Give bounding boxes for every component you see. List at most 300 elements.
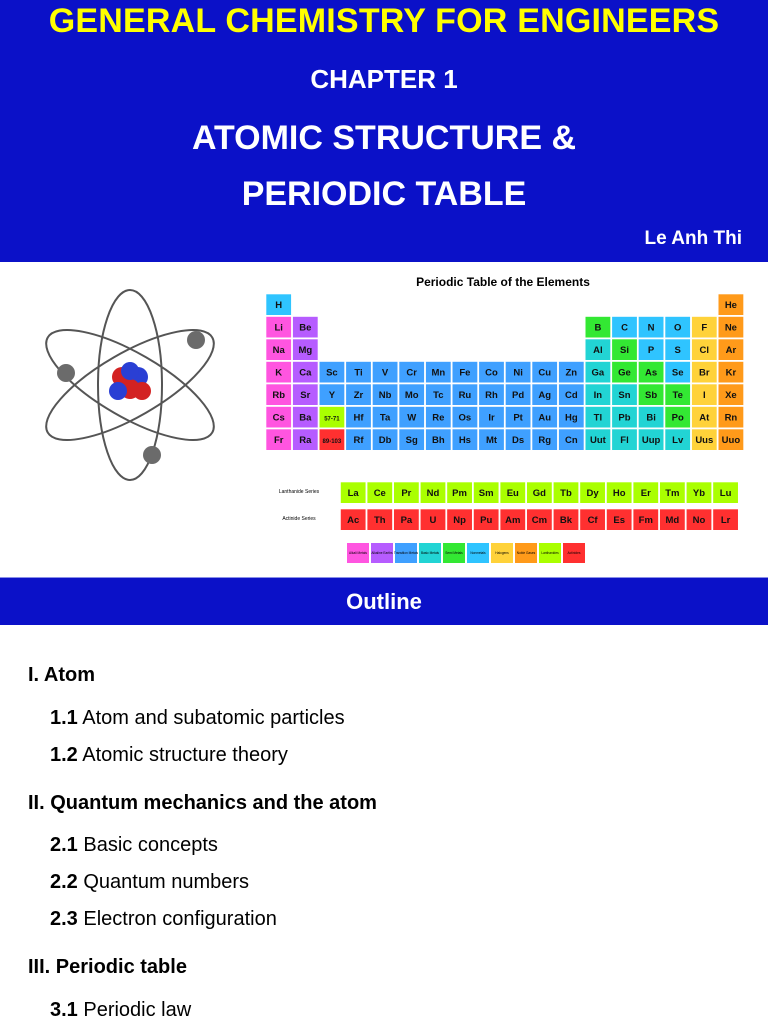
chapter-title-line-1: ATOMIC STRUCTURE & [191, 119, 577, 157]
element-symbol: Gd [532, 487, 546, 499]
element-symbol: Cl [699, 344, 710, 356]
element-cell [692, 362, 717, 383]
author-name: Le Anh Thi [644, 228, 742, 249]
element-cell [266, 339, 291, 360]
element-cell [718, 317, 743, 338]
element-cell [612, 384, 637, 405]
element-symbol: Sg [405, 434, 418, 446]
element-symbol: Sr [300, 389, 311, 401]
element-symbol: Cf [587, 514, 598, 526]
electron [57, 364, 75, 382]
legend-swatch [394, 543, 419, 563]
element-cell [665, 339, 690, 360]
element-cell [420, 482, 445, 503]
element-symbol: Uuo [721, 434, 741, 446]
element-cell [553, 509, 578, 530]
element-cell [585, 317, 610, 338]
element-symbol: He [724, 299, 737, 311]
element-cell [479, 384, 504, 405]
element-cell [500, 482, 525, 503]
outline-subsection [50, 871, 249, 894]
outline-text: Basic concepts [77, 834, 218, 856]
element-cell [638, 384, 663, 405]
element-symbol: Np [453, 514, 466, 526]
lanthanide-series-label: Lanthanide Series [278, 489, 320, 495]
electron [187, 331, 205, 349]
element-cell [452, 407, 477, 428]
element-symbol: Cu [538, 367, 552, 379]
element-symbol: Ac [347, 514, 360, 526]
element-symbol: Pa [400, 514, 413, 526]
element-symbol: Uus [695, 434, 714, 446]
outline-subsection [50, 744, 288, 767]
element-cell [452, 384, 477, 405]
element-symbol: Y [328, 389, 336, 401]
element-symbol: Sn [618, 389, 631, 401]
periodic-table-title: Periodic Table of the Elements [416, 275, 590, 289]
element-cell [692, 429, 717, 450]
element-cell [638, 429, 663, 450]
element-cell [293, 429, 318, 450]
legend-swatch [515, 543, 537, 563]
element-symbol: Be [299, 322, 312, 334]
outline-subsection [50, 999, 191, 1022]
element-symbol: Hs [458, 434, 471, 446]
element-cell [660, 482, 685, 503]
element-symbol: Eu [506, 487, 519, 499]
element-cell [293, 317, 318, 338]
element-symbol: Lr [720, 514, 731, 526]
element-cell [665, 317, 690, 338]
outline-number: 2.1 [50, 834, 78, 856]
element-symbol: Fr [273, 434, 284, 446]
element-cell [500, 509, 525, 530]
element-symbol: Tc [433, 389, 444, 401]
element-cell [692, 384, 717, 405]
element-symbol: Dy [586, 487, 599, 499]
element-symbol: Pm [452, 487, 467, 499]
legend-label: Noble Gases [516, 551, 536, 555]
element-symbol: Bk [559, 514, 573, 526]
element-cell [686, 482, 711, 503]
element-cell [319, 407, 344, 428]
element-cell [473, 509, 498, 530]
element-cell [665, 384, 690, 405]
element-symbol: Mn [431, 367, 446, 379]
element-symbol: O [674, 322, 682, 334]
element-cell [293, 339, 318, 360]
chapter-title-line-2: PERIODIC TABLE [241, 175, 527, 213]
legend-label: Lanthanides [541, 551, 559, 555]
element-cell [399, 429, 424, 450]
element-symbol: Ir [488, 412, 495, 424]
element-cell [399, 384, 424, 405]
element-symbol: Sc [326, 367, 338, 379]
element-symbol: Si [620, 344, 629, 356]
element-symbol: Cn [564, 434, 578, 446]
element-cell [532, 407, 557, 428]
element-symbol: Kr [725, 367, 737, 379]
element-cell [612, 362, 637, 383]
element-cell [505, 384, 530, 405]
element-cell [426, 362, 451, 383]
outline-text: Quantum numbers [77, 871, 250, 893]
element-symbol: Pd [512, 389, 525, 401]
outline-text: Atomic structure theory [77, 744, 288, 766]
element-cell [372, 384, 397, 405]
element-symbol: Mo [404, 389, 419, 401]
element-cell [718, 407, 743, 428]
element-cell [532, 362, 557, 383]
element-cell [559, 407, 584, 428]
legend-swatch [371, 543, 393, 563]
element-cell [452, 429, 477, 450]
element-symbol: Rh [485, 389, 498, 401]
element-cell [553, 482, 578, 503]
element-cell [580, 509, 605, 530]
element-symbol: Ds [512, 434, 525, 446]
outline-text: Atom and subatomic particles [77, 707, 345, 729]
outline-subsection [50, 908, 277, 931]
legend-label: Alkali Metals [349, 551, 367, 555]
element-cell [692, 317, 717, 338]
element-symbol: Xe [725, 389, 737, 401]
element-symbol: S [674, 344, 681, 356]
legend-swatch [539, 543, 561, 563]
element-symbol: Pt [513, 412, 523, 424]
element-cell [452, 362, 477, 383]
element-symbol: Tb [560, 487, 572, 499]
element-symbol: Os [458, 412, 472, 424]
element-cell [372, 407, 397, 428]
element-symbol: Ce [373, 487, 386, 499]
element-cell [692, 407, 717, 428]
element-cell [293, 407, 318, 428]
element-symbol: Fm [638, 514, 653, 526]
element-symbol: Db [378, 434, 392, 446]
element-symbol: La [347, 487, 359, 499]
outline-section [28, 956, 187, 979]
element-cell [532, 384, 557, 405]
element-symbol: Uut [589, 434, 606, 446]
element-symbol: K [275, 367, 283, 379]
course-title: GENERAL CHEMISTRY FOR ENGINEERS [48, 2, 720, 40]
element-symbol: Pr [401, 487, 412, 499]
element-symbol: Mt [485, 434, 498, 446]
element-cell [266, 294, 291, 315]
element-symbol: Ar [725, 344, 737, 356]
element-symbol: I [702, 389, 706, 401]
element-cell [394, 509, 419, 530]
element-cell [660, 509, 685, 530]
element-cell [447, 482, 472, 503]
outline-text: Electron configuration [77, 908, 277, 930]
element-cell [532, 429, 557, 450]
element-cell [505, 429, 530, 450]
element-cell [718, 362, 743, 383]
element-symbol: Ho [612, 487, 626, 499]
element-cell [665, 362, 690, 383]
outline-text: Periodic law [77, 999, 192, 1021]
legend-swatch [443, 543, 465, 563]
element-symbol: U [429, 514, 437, 526]
element-symbol: Ca [299, 367, 312, 379]
element-cell [559, 429, 584, 450]
element-cell [319, 362, 344, 383]
element-cell [346, 362, 371, 383]
element-symbol: Zr [353, 389, 364, 401]
element-symbol: Nd [426, 487, 440, 499]
outline-subsection [50, 707, 345, 730]
element-symbol: Fe [459, 367, 471, 379]
outline-number: 3.1 [50, 999, 78, 1021]
outline-list [0, 624, 768, 1024]
element-cell [665, 429, 690, 450]
legend-label: Transition Metals [393, 551, 419, 555]
nucleus [109, 362, 151, 400]
element-cell [665, 407, 690, 428]
legend-label: Alkaline Earths [371, 551, 393, 555]
outline-number: 1.1 [50, 707, 78, 729]
element-symbol: Pu [480, 514, 493, 526]
element-cell [612, 339, 637, 360]
element-symbol: H [275, 299, 283, 311]
element-cell [479, 407, 504, 428]
element-cell [612, 429, 637, 450]
element-cell [426, 429, 451, 450]
element-cell [346, 429, 371, 450]
element-cell [612, 407, 637, 428]
element-symbol: Zn [565, 367, 578, 379]
element-cell [638, 362, 663, 383]
element-symbol: Au [538, 412, 552, 424]
element-symbol: Co [485, 367, 498, 379]
element-cell [479, 362, 504, 383]
element-cell [633, 509, 658, 530]
element-symbol: Al [593, 344, 603, 356]
actinide-series-label: Actinide Series [282, 516, 316, 522]
element-cell [399, 407, 424, 428]
outline-number: 1.2 [50, 744, 78, 766]
outline-text: III. Periodic table [28, 956, 187, 978]
element-cell [505, 362, 530, 383]
element-symbol: 57-71 [324, 416, 340, 423]
element-cell [633, 482, 658, 503]
element-symbol: V [381, 367, 389, 379]
element-cell [293, 384, 318, 405]
element-symbol: Tl [593, 412, 603, 424]
element-cell [585, 407, 610, 428]
element-symbol: 89-103 [322, 438, 342, 445]
element-symbol: Te [672, 389, 683, 401]
element-symbol: Hf [353, 412, 364, 424]
element-symbol: Hg [564, 412, 578, 424]
element-symbol: C [621, 322, 628, 334]
element-symbol: Lu [719, 487, 732, 499]
element-cell [686, 509, 711, 530]
legend-swatch [491, 543, 513, 563]
element-symbol: Cr [406, 367, 417, 379]
element-symbol: Cm [531, 514, 548, 526]
element-cell [266, 384, 291, 405]
element-symbol: Bi [646, 412, 656, 424]
element-symbol: Na [272, 344, 285, 356]
element-symbol: Es [613, 514, 625, 526]
outline-section [28, 664, 95, 687]
element-symbol: Cd [564, 389, 578, 401]
legend-label: Semi Metals [445, 551, 463, 555]
element-symbol: Lv [672, 434, 684, 446]
element-symbol: Uup [641, 434, 661, 446]
element-cell [585, 384, 610, 405]
element-cell [638, 407, 663, 428]
element-cell [718, 294, 743, 315]
element-symbol: Br [699, 367, 710, 379]
chapter-label: CHAPTER 1 [310, 64, 458, 94]
element-symbol: Tm [665, 487, 680, 499]
element-cell [713, 482, 738, 503]
element-cell [266, 362, 291, 383]
outline-text: II. Quantum mechanics and the atom [28, 792, 377, 814]
element-cell [718, 384, 743, 405]
element-symbol: Ne [724, 322, 737, 334]
element-cell [394, 482, 419, 503]
element-cell [426, 384, 451, 405]
element-symbol: Rn [724, 412, 738, 424]
legend-swatch [563, 543, 585, 563]
legend-swatch [467, 543, 489, 563]
element-symbol: Sm [478, 487, 494, 499]
element-symbol: Ra [299, 434, 312, 446]
legend-swatch [347, 543, 369, 563]
element-cell [319, 429, 344, 450]
element-cell [505, 407, 530, 428]
element-cell [606, 482, 631, 503]
element-cell [346, 407, 371, 428]
element-cell [346, 384, 371, 405]
outline-heading: Outline [0, 577, 768, 625]
element-cell [293, 362, 318, 383]
element-symbol: At [699, 412, 710, 424]
periodic-table-image [257, 264, 750, 572]
outline-number: 2.2 [50, 871, 78, 893]
legend-label: Actinides [567, 551, 581, 555]
element-cell [367, 482, 392, 503]
element-symbol: Ti [354, 367, 363, 379]
element-symbol: No [692, 514, 706, 526]
element-cell [559, 384, 584, 405]
legend-label: Halogens [495, 551, 509, 555]
element-symbol: Se [671, 367, 684, 379]
element-cell [612, 317, 637, 338]
element-symbol: Li [274, 322, 283, 334]
element-symbol: Ag [538, 389, 552, 401]
element-symbol: Mg [298, 344, 313, 356]
element-cell [585, 429, 610, 450]
element-cell [266, 407, 291, 428]
element-symbol: Sb [645, 389, 658, 401]
element-cell [638, 339, 663, 360]
element-symbol: Po [671, 412, 684, 424]
element-symbol: Yb [692, 487, 706, 499]
element-symbol: Nb [378, 389, 392, 401]
atom-illustration [30, 285, 240, 485]
element-symbol: Ga [591, 367, 605, 379]
element-cell [372, 362, 397, 383]
element-symbol: Th [373, 514, 386, 526]
element-cell [473, 482, 498, 503]
element-symbol: Ni [513, 367, 523, 379]
element-cell [420, 509, 445, 530]
element-symbol: Re [432, 412, 445, 424]
outline-section [28, 792, 377, 815]
element-cell [527, 482, 552, 503]
element-cell [527, 509, 552, 530]
outline-text: I. Atom [28, 664, 96, 686]
element-symbol: Er [640, 487, 651, 499]
element-cell [372, 429, 397, 450]
legend-label: Nonmetals [470, 551, 486, 555]
element-symbol: Fl [620, 434, 629, 446]
element-cell [266, 429, 291, 450]
element-symbol: Ta [379, 412, 391, 424]
electron [143, 446, 161, 464]
element-symbol: As [645, 367, 658, 379]
element-cell [340, 509, 365, 530]
element-cell [340, 482, 365, 503]
element-symbol: Am [505, 514, 521, 526]
element-symbol: B [594, 322, 602, 334]
element-symbol: Rb [272, 389, 286, 401]
element-symbol: W [407, 412, 417, 424]
legend-label: Basic Metals [420, 551, 440, 555]
element-cell [606, 509, 631, 530]
element-cell [447, 509, 472, 530]
element-symbol: Rg [538, 434, 552, 446]
element-cell [580, 482, 605, 503]
element-symbol: Ba [299, 412, 312, 424]
outline-subsection [50, 834, 218, 857]
outline-number: 2.3 [50, 908, 78, 930]
legend-swatch [419, 543, 441, 563]
element-cell [718, 339, 743, 360]
element-cell [585, 339, 610, 360]
element-cell [367, 509, 392, 530]
element-symbol: P [647, 344, 655, 356]
element-symbol: F [701, 322, 708, 334]
element-symbol: Bh [431, 434, 445, 446]
element-symbol: Cs [272, 412, 285, 424]
element-symbol: Rf [353, 434, 364, 446]
element-cell [713, 509, 738, 530]
element-symbol: Md [665, 514, 680, 526]
element-cell [638, 317, 663, 338]
element-symbol: Ge [618, 367, 631, 379]
element-cell [266, 317, 291, 338]
element-symbol: Ru [458, 389, 472, 401]
element-symbol: N [647, 322, 655, 334]
element-cell [718, 429, 743, 450]
element-cell [399, 362, 424, 383]
element-symbol: In [593, 389, 603, 401]
element-cell [585, 362, 610, 383]
element-cell [692, 339, 717, 360]
element-cell [479, 429, 504, 450]
element-cell [426, 407, 451, 428]
element-cell [559, 362, 584, 383]
element-cell [319, 384, 344, 405]
title-banner [0, 0, 768, 262]
